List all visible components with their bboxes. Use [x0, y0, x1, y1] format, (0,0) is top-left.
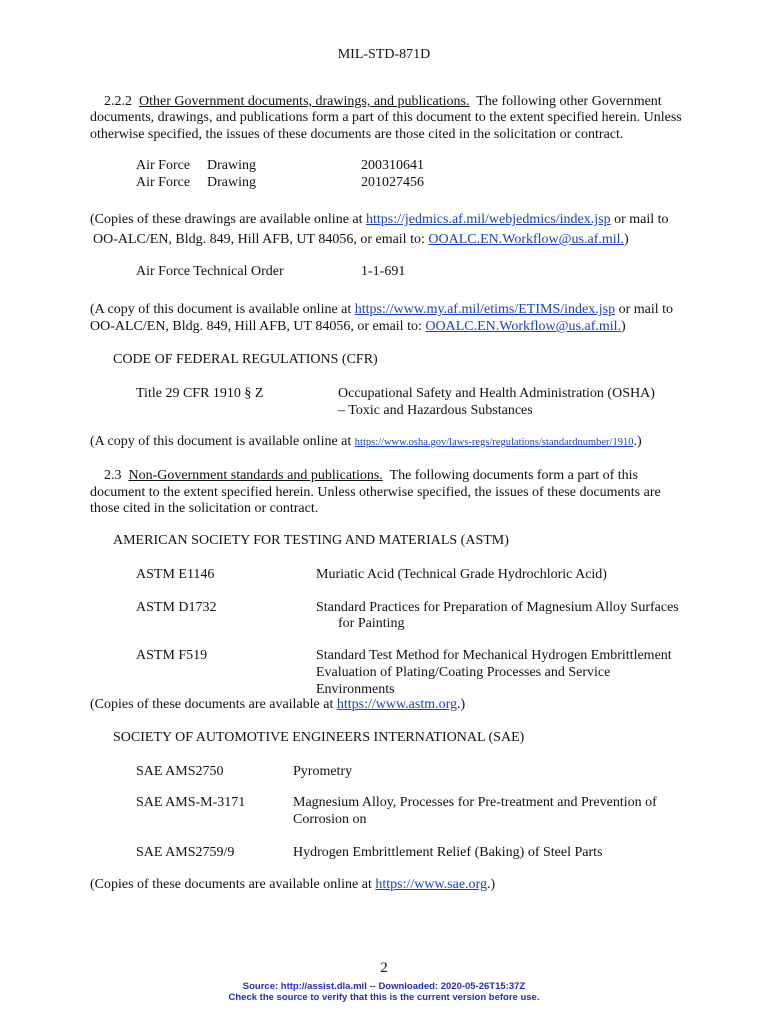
page-number: 2 — [380, 960, 388, 976]
section-2-2-2-line3: otherwise specified, the issues of these documents are those cited in the solicitation or contract. — [90, 127, 624, 142]
note-text: ) — [624, 232, 629, 247]
drawings-availability-note — [90, 212, 669, 229]
sae-availability-note — [90, 877, 495, 894]
note-text: .) — [633, 434, 642, 449]
sae-id: SAE AMS2750 — [136, 764, 224, 779]
note-text: (A copy of this document is available online at — [90, 434, 355, 449]
tech-order-label: Air Force Technical Order — [136, 264, 284, 279]
drawing-number: 200310641 — [361, 158, 424, 173]
astm-heading: AMERICAN SOCIETY FOR TESTING AND MATERIALS (ASTM) — [113, 533, 509, 548]
section-number: 2.2.2 — [104, 94, 132, 109]
astm-availability-note — [90, 697, 465, 714]
note-text: (Copies of these documents are available at — [90, 697, 337, 712]
note-text: (A copy of this document is available online at — [90, 302, 355, 317]
sae-desc: Magnesium Alloy, Processes for Pre-treatment and Prevention of — [293, 795, 657, 810]
email-link[interactable]: OOALC.EN.Workflow@us.af.mil. — [425, 319, 622, 334]
drawings-mail-note — [93, 232, 629, 249]
astm-desc: Standard Test Method for Mechanical Hydrogen Embrittlement — [316, 648, 672, 663]
section-2-3-first-line — [104, 468, 638, 485]
tech-order-number: 1-1-691 — [361, 264, 406, 279]
astm-link[interactable]: https://www.astm.org — [336, 697, 458, 712]
section-2-2-2-line2: documents, drawings, and publications form a part of this document to the extent specified herein. Unless — [90, 110, 682, 125]
source-footer-line1: Source: http://assist.dla.mil -- Downloaded: 2020-05-26T15:37Z — [242, 981, 526, 992]
section-title: Non-Government standards and publications. — [128, 468, 383, 483]
document-id-header: MIL-STD-871D — [337, 47, 431, 62]
astm-desc: Muriatic Acid (Technical Grade Hydrochloric Acid) — [316, 567, 607, 582]
sae-id: SAE AMS-M-3171 — [136, 795, 246, 810]
jedmics-link[interactable]: https://jedmics.af.mil/webjedmics/index.jsp — [366, 212, 611, 227]
note-text: .) — [457, 697, 466, 712]
note-text: OO-ALC/EN, Bldg. 849, Hill AFB, UT 84056, or email to: — [93, 232, 429, 247]
section-2-2-2-first-line — [104, 94, 662, 111]
astm-id: ASTM F519 — [136, 648, 208, 663]
email-link[interactable]: OOALC.EN.Workflow@us.af.mil. — [428, 232, 625, 247]
note-text: or mail to — [610, 212, 669, 227]
section-2-3-line3: those cited in the solicitation or contract. — [90, 501, 319, 516]
tech-order-mail-note — [90, 319, 626, 336]
sae-desc-cont: Corrosion on — [293, 812, 367, 827]
drawing-type: Drawing — [207, 175, 256, 190]
osha-link[interactable]: https://www.osha.gov/laws-regs/regulations/standardnumber/1910 — [354, 437, 634, 448]
note-text: OO-ALC/EN, Bldg. 849, Hill AFB, UT 84056, or email to: — [90, 319, 426, 334]
drawing-org: Air Force — [136, 158, 191, 173]
section-title: Other Government documents, drawings, and publications. — [139, 94, 470, 109]
sae-link[interactable]: https://www.sae.org — [375, 877, 487, 892]
astm-desc-cont: for Painting — [338, 616, 405, 631]
note-text: or mail to — [615, 302, 674, 317]
note-text: .) — [486, 877, 496, 892]
cfr-description-line1: Occupational Safety and Health Administration (OSHA) — [338, 386, 655, 401]
etims-link[interactable]: https://www.my.af.mil/etims/ETIMS/index.jsp — [354, 302, 616, 317]
section-text: The following documents form a part of this — [389, 468, 638, 483]
sae-desc: Hydrogen Embrittlement Relief (Baking) of Steel Parts — [293, 845, 603, 860]
sae-desc: Pyrometry — [293, 764, 353, 779]
astm-desc: Standard Practices for Preparation of Magnesium Alloy Surfaces — [316, 600, 679, 615]
cfr-availability-note — [90, 434, 642, 452]
astm-desc-cont: Evaluation of Plating/Coating Processes and Service — [316, 665, 611, 680]
section-number: 2.3 — [104, 468, 122, 483]
cfr-reference: Title 29 CFR 1910 § Z — [136, 386, 264, 401]
drawing-number: 201027456 — [361, 175, 424, 190]
note-text: (Copies of these documents are available online at — [90, 877, 376, 892]
drawing-org: Air Force — [136, 175, 191, 190]
cfr-heading: CODE OF FEDERAL REGULATIONS (CFR) — [113, 352, 378, 367]
note-text: ) — [621, 319, 626, 334]
sae-heading: SOCIETY OF AUTOMOTIVE ENGINEERS INTERNATIONAL (SAE) — [113, 730, 525, 745]
astm-desc-cont: Environments — [316, 682, 395, 697]
cfr-description-line2: – Toxic and Hazardous Substances — [338, 403, 533, 418]
drawing-type: Drawing — [207, 158, 256, 173]
astm-id: ASTM E1146 — [136, 567, 215, 582]
section-2-3-line2: document to the extent specified herein. Unless otherwise specified, the issues of these documents are — [90, 485, 661, 500]
source-footer-line2: Check the source to verify that this is the current version before use. — [228, 992, 540, 1003]
tech-order-availability-note — [90, 302, 673, 319]
astm-id: ASTM D1732 — [136, 600, 217, 615]
note-text: (Copies of these drawings are available online at — [90, 212, 367, 227]
section-text: The following other Government — [476, 94, 662, 109]
sae-id: SAE AMS2759/9 — [136, 845, 235, 860]
